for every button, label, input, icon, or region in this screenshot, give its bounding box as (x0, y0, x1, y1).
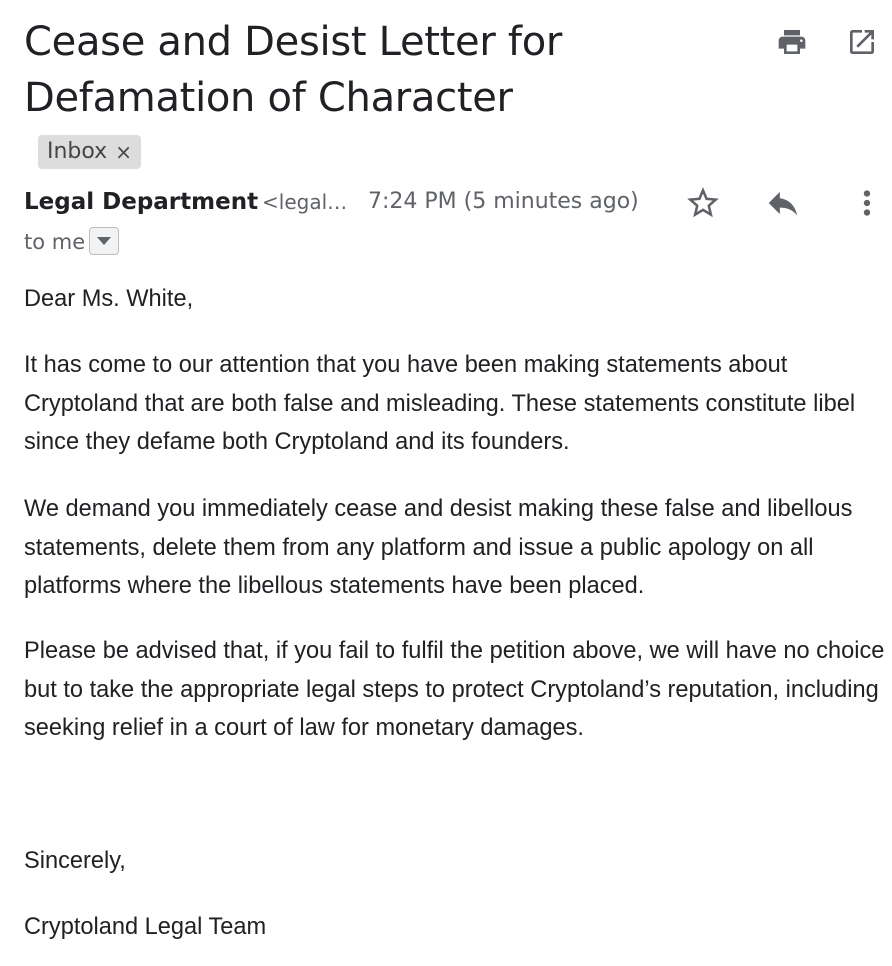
reply-icon[interactable] (764, 184, 802, 222)
subject-text: Cease and Desist Letter for Defamation of Character (24, 19, 563, 121)
sender-name[interactable]: Legal Department (24, 189, 259, 215)
email-timestamp: 7:24 PM (5 minutes ago) (368, 189, 639, 214)
recipient-row (24, 226, 119, 258)
more-vertical-icon[interactable] (848, 184, 886, 222)
label-chip-inbox[interactable] (38, 135, 141, 169)
email-closing: Sincerely, (24, 848, 126, 874)
email-paragraph-3: Please be advised that, if you fail to fulfil the petition above, we will have no choice but to take the appropriate legal steps to protect Cryptoland’s reputation, including seeking relief in a court of law for monetary damages. (24, 638, 885, 741)
label-chip-text: Inbox (47, 139, 108, 164)
email-signature: Cryptoland Legal Team (24, 914, 267, 940)
open-in-new-window-icon[interactable] (846, 26, 878, 58)
email-subject (24, 14, 624, 182)
email-paragraph-2: We demand you immediately cease and desist making these false and libellous statements, delete them from any platform and issue a public apology on all platforms where the libellous statements have been placed. (24, 496, 853, 599)
sender-row (24, 184, 884, 220)
email-greeting: Dear Ms. White, (24, 286, 194, 312)
recipient-details-dropdown[interactable] (89, 227, 119, 255)
star-icon[interactable] (684, 184, 722, 222)
remove-label-icon[interactable]: × (115, 140, 132, 164)
recipient-text: to me (24, 230, 86, 254)
chevron-down-icon (96, 236, 112, 246)
sender-email[interactable]: <legal… (262, 190, 348, 214)
email-paragraph-1: It has come to our attention that you have been making statements about Cryptoland that are both false and misleading. These statements constitute libel since they defame both Cryptoland and its founders. (24, 352, 856, 455)
print-icon[interactable] (776, 26, 808, 58)
